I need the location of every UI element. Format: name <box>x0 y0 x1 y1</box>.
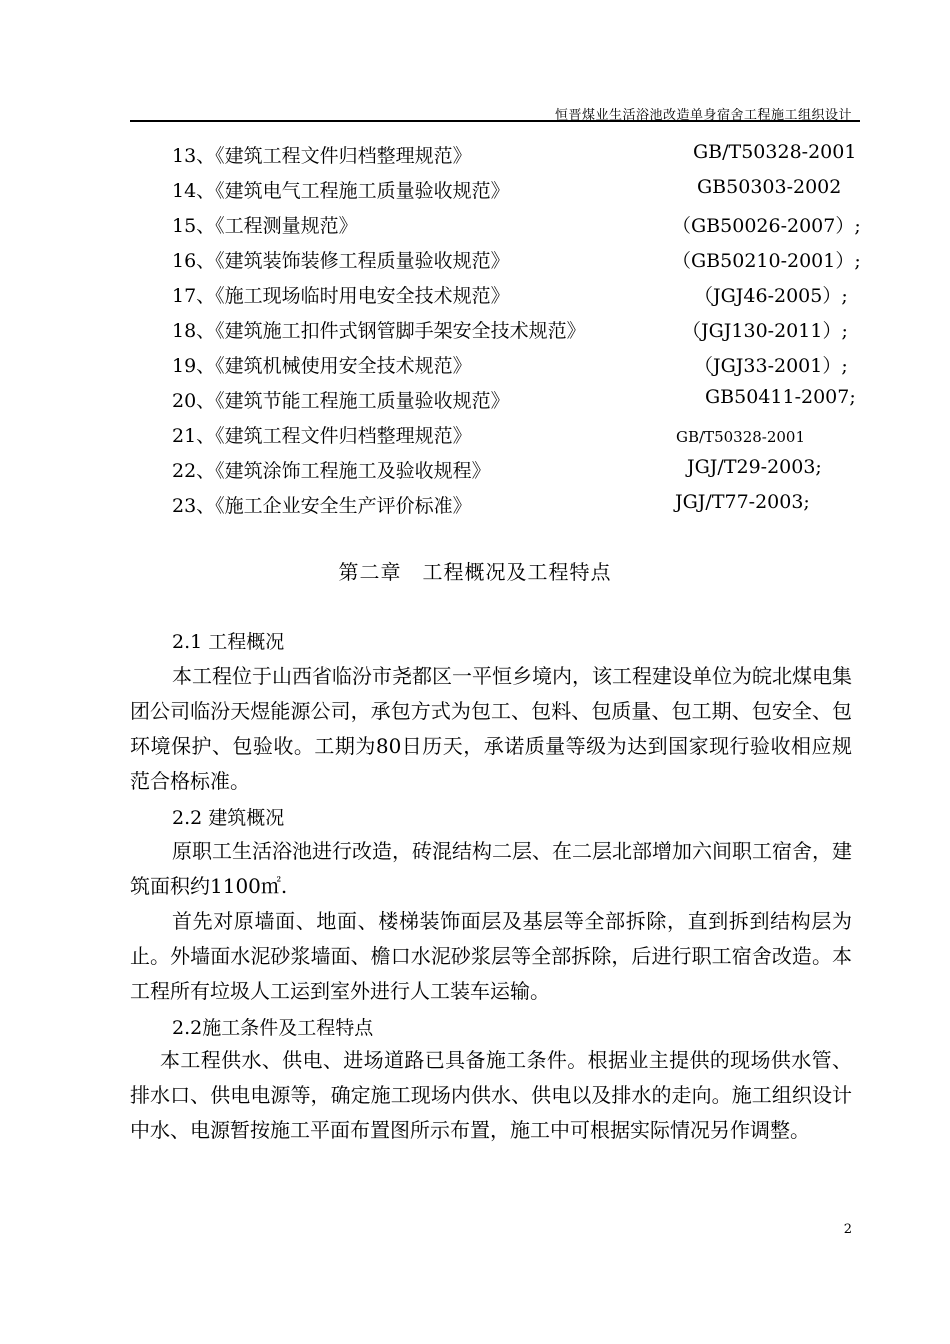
reference-code-20: GB50411-2007; <box>705 386 856 408</box>
reference-item-22: 22、《建筑涂饰工程施工及验收规程》 <box>172 460 491 482</box>
reference-code-15: （GB50026-2007）; <box>672 215 861 237</box>
reference-item-19: 19、《建筑机械使用安全技术规范》 <box>172 355 472 377</box>
section-heading-conditions: 2.2施工条件及工程特点 <box>172 1017 374 1039</box>
reference-item-16: 16、《建筑装饰装修工程质量验收规范》 <box>172 250 510 272</box>
section-heading-2-2: 2.2 建筑概况 <box>172 807 285 829</box>
reference-code-17: （JGJ46-2005）; <box>694 285 848 307</box>
reference-item-21: 21、《建筑工程文件归档整理规范》 <box>172 425 472 447</box>
reference-item-17: 17、《施工现场临时用电安全技术规范》 <box>172 285 510 307</box>
page-header-title: 恒晋煤业生活浴池改造单身宿舍工程施工组织设计 <box>554 108 852 123</box>
reference-item-23: 23、《施工企业安全生产评价标准》 <box>172 495 472 517</box>
reference-code-23: JGJ/T77-2003; <box>675 491 810 513</box>
reference-code-21: GB/T50328-2001 <box>676 428 806 446</box>
paragraph-project-overview: 本工程位于山西省临汾市尧都区一平恒乡境内，该工程建设单位为皖北煤电集团公司临汾天煜能源公司，承包方式为包工、包料、包质量、包工期、包安全、包环境保护、包验收。工期为80日历天，承诺质量等级为达到国家现行验收相应规范合格标准。 <box>130 664 852 793</box>
reference-code-16: （GB50210-2001）; <box>672 250 861 272</box>
chapter-title: 第二章 工程概况及工程特点 <box>338 560 612 584</box>
paragraph-building-overview: 原职工生活浴池进行改造，砖混结构二层、在二层北部增加六间职工宿舍，建筑面积约1100㎡. <box>130 839 852 898</box>
reference-item-15: 15、《工程测量规范》 <box>172 215 358 237</box>
paragraph-demolition: 首先对原墙面、地面、楼梯装饰面层及基层等全部拆除，直到拆到结构层为止。外墙面水泥砂浆墙面、檐口水泥砂浆层等全部拆除，后进行职工宿舍改造。本工程所有垃圾人工运到室外进行人工装车运输。 <box>130 909 852 1003</box>
reference-item-20: 20、《建筑节能工程施工质量验收规范》 <box>172 390 510 412</box>
reference-item-14: 14、《建筑电气工程施工质量验收规范》 <box>172 180 510 202</box>
reference-item-18: 18、《建筑施工扣件式钢管脚手架安全技术规范》 <box>172 320 586 342</box>
paragraph-conditions: 本工程供水、供电、进场道路已具备施工条件。根据业主提供的现场供水管、排水口、供电电源等，确定施工现场内供水、供电以及排水的走向。施工组织设计中水、电源暂按施工平面布置图所示布置，施工中可根据实际情况另作调整。 <box>130 1048 852 1142</box>
header-rule <box>130 120 860 122</box>
section-heading-2-1: 2.1 工程概况 <box>172 631 285 653</box>
reference-item-13: 13、《建筑工程文件归档整理规范》 <box>172 145 472 167</box>
reference-code-14: GB50303-2002 <box>697 176 842 198</box>
reference-code-22: JGJ/T29-2003; <box>687 456 822 478</box>
reference-code-18: （JGJ130-2011）; <box>682 320 848 342</box>
reference-code-19: （JGJ33-2001）; <box>694 355 848 377</box>
reference-code-13: GB/T50328-2001 <box>693 141 857 163</box>
page-number: 2 <box>843 1222 852 1237</box>
